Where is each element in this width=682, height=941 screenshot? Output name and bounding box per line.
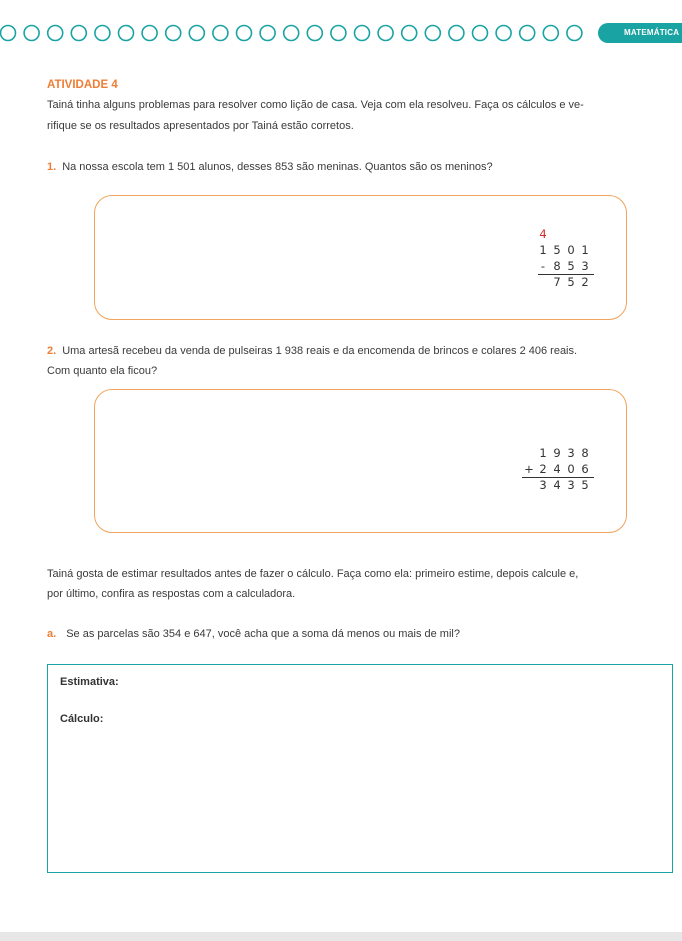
activity-intro-line2: rifique se os resultados apresentados por Tainá estão corretos. bbox=[47, 120, 354, 132]
activity-intro-line1: Tainá tinha alguns problemas para resolver como lição de casa. Veja com ela resolveu. Faça os cálculos e ve- bbox=[47, 99, 584, 111]
digit: 3 bbox=[539, 478, 547, 492]
digit: 4 bbox=[553, 462, 561, 476]
borrow-mark: 4 bbox=[539, 227, 547, 241]
plus-operator: + bbox=[524, 462, 534, 476]
digit: 5 bbox=[567, 275, 575, 289]
spiral-binding-icon bbox=[0, 22, 600, 44]
answer-box[interactable] bbox=[47, 664, 673, 873]
digit: 9 bbox=[553, 446, 561, 460]
estimate-intro-line2: por último, confira as respostas com a calculadora. bbox=[47, 588, 296, 600]
problem-2-statement-line1 bbox=[47, 341, 577, 361]
digit: 1 bbox=[539, 243, 547, 257]
digit: 7 bbox=[553, 275, 561, 289]
digit: 3 bbox=[581, 259, 589, 273]
page-header bbox=[0, 0, 682, 50]
digit: 2 bbox=[539, 462, 547, 476]
digit: 1 bbox=[539, 446, 547, 460]
estimativa-label: Estimativa: bbox=[60, 676, 119, 688]
subject-tag: MATEMÁTICA bbox=[598, 23, 682, 43]
digit: 6 bbox=[581, 462, 589, 476]
problem-2-statement-line2: Com quanto ela ficou? bbox=[47, 365, 158, 377]
calculo-label: Cálculo: bbox=[60, 713, 104, 725]
digit: 8 bbox=[553, 259, 561, 273]
digit: 0 bbox=[567, 462, 575, 476]
item-a-letter: a. bbox=[47, 628, 57, 640]
problem-2-number: 2. bbox=[47, 345, 57, 357]
digit: 5 bbox=[581, 478, 589, 492]
digit: 5 bbox=[553, 243, 561, 257]
problem-1-statement bbox=[47, 157, 493, 177]
digit: 3 bbox=[567, 478, 575, 492]
activity-title: ATIVIDADE 4 bbox=[47, 79, 118, 91]
digit: 5 bbox=[567, 259, 575, 273]
estimate-intro-line1: Tainá gosta de estimar resultados antes de fazer o cálculo. Faça como ela: primeiro estime, depois calcule e, bbox=[47, 568, 579, 580]
problem-1-number: 1. bbox=[47, 161, 57, 173]
problem-1-text: Na nossa escola tem 1 501 alunos, desses 853 são meninas. Quantos são os meninos? bbox=[62, 161, 493, 173]
problem-2-text: Uma artesã recebeu da venda de pulseiras 1 938 reais e da encomenda de brincos e colares 2 406 reais. bbox=[62, 345, 578, 357]
digit: 3 bbox=[567, 446, 575, 460]
digit: 0 bbox=[567, 243, 575, 257]
digit: 4 bbox=[553, 478, 561, 492]
page-footer-bar bbox=[0, 932, 682, 941]
digit: 1 bbox=[581, 243, 589, 257]
digit: 8 bbox=[581, 446, 589, 460]
item-a-statement bbox=[47, 624, 460, 644]
minus-operator: - bbox=[540, 259, 546, 273]
digit: 2 bbox=[581, 275, 589, 289]
item-a-text: Se as parcelas são 354 e 647, você acha que a soma dá menos ou mais de mil? bbox=[66, 628, 460, 640]
